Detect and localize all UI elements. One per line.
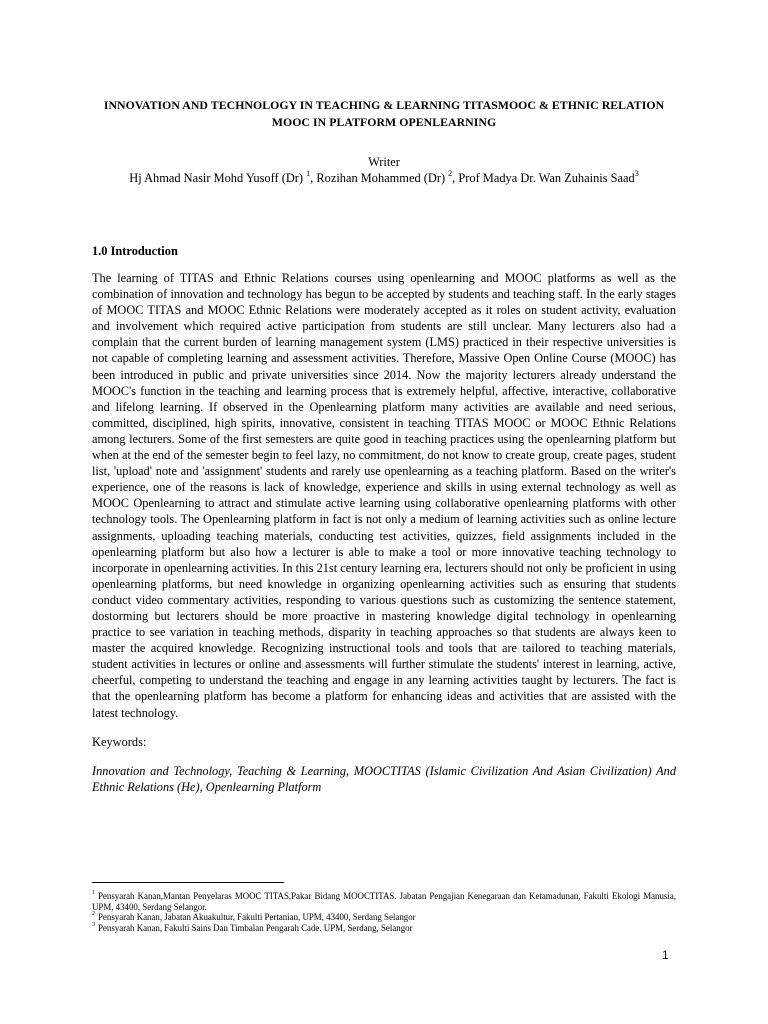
author-footnote-marker: 2 [448,168,453,178]
footnote-marker: 1 [92,890,95,897]
author-list [92,170,676,186]
footnote-divider [92,882,284,883]
section-heading: 1.0 Introduction [92,244,178,258]
author-name: Rozihan Mohammed (Dr) [316,171,449,185]
keywords-label: Keywords: [92,735,147,749]
footnote-text: Pensyarah Kanan, Jabatan Akuakultur, Fakulti Pertanian, UPM, 43400, Serdang Selangor [98,912,416,923]
footnote-item [92,923,676,934]
footnote-marker: 2 [92,911,95,918]
footnotes [92,891,676,933]
paper-title: INNOVATION AND TECHNOLOGY IN TEACHING & LEARNING TITASMOOC & ETHNIC RELATION MOOC IN PLATFORM OPENLEARNING [103,98,665,129]
footnote-text: Pensyarah Kanan,Mantan Penyelaras MOOC TITAS,Pakar Bidang MOOCTITAS. Jabatan Pengajian Kenegaraan dan Ketamadunan, Fakulti Ekologi Manusia, UPM, 43400, Serdang Selangor. [92,891,676,912]
footnote-item [92,891,676,912]
author-separator: , [310,171,317,185]
author-footnote-marker: 1 [306,168,311,178]
author-footnote-marker: 3 [634,168,639,178]
footnote-marker: 3 [92,921,95,928]
writer-label: Writer [368,155,400,169]
footnote-item [92,912,676,923]
author-name: Hj Ahmad Nasir Mohd Yusoff (Dr) [129,171,307,185]
author-name: Prof Madya Dr. Wan Zuhainis Saad [458,171,635,185]
page-number: 1 [662,948,669,962]
introduction-paragraph: The learning of TITAS and Ethnic Relations courses using openlearning and MOOC platforms as well as the combination of innovation and technology has begun to be accepted by students and teaching staff. In the early stages of MOOC TITAS and MOOC Ethnic Relations were moderately accepted as it roles on student activity, evaluation and involvement which required active participation from students are still unclear. Many lecturers also had a complain that the current burden of learning management system (LMS) practiced in their respective universities is not capable of completing learning and assessment activities. Therefore, Massive Open Online Course (MOOC) has been introduced in public and private universities since 2014. Now the majority lecturers already understand the MOOC's function in the teaching and learning process that is extremely helpful, affective, interactive, collaborative and lifelong learning. If observed in the Openlearning platform many activities are available and need serious, committed, disciplined, high spirits, innovative, consistent in teaching TITAS MOOC or MOOC Ethnic Relations among lecturers. Some of the first semesters are quite good in teaching practices using the openlearning platform but when at the end of the semester begin to feel lazy, no commitment, do not know to create group, create pages, student list, 'upload' note and 'assignment' students and rarely use openlearning as a teaching platform. Based on the writer's experience, one of the reasons is lack of knowledge, experience and skills in using external technology as well as MOOC Openlearning to attract and stimulate active learning using collaborative openlearning platforms with other technology tools. The Openlearning platform in fact is not only a medium of learning activities such as online lecture assignments, uploading teaching materials, conducting test activities, quizzes, field assignments included in the openlearning platform but also how a lecturer is able to make a tool or more innovative teaching technology to incorporate in openlearning activities. In this 21st century learning era, lecturers should not only be proficient in using openlearning platforms, but need knowledge in organizing openlearning activities such as ensuring that students conduct video commentary activities, responding to various questions such as customizing the sentence statement, dostorming but lecturers should be more proactive in mastering knowledge digital technology in openlearning practice to see variation in teaching methods, disparity in teaching approaches so that students are always keen to master the acquired knowledge. Recognizing instructional tools and tools that are tailored to teaching materials, student activities in lectures or online and assessments will further stimulate the students' interest in learning, active, cheerful, competing to understand the teaching and engage in any learning activities taught by lecturers. The fact is that the openlearning platform has become a platform for enhancing ideas and activities that are assisted with the latest technology. [92,271,676,720]
footnote-text: Pensyarah Kanan, Fakulti Sains Dan Timbalan Pengarah Cade. UPM, Serdang, Selangor [98,922,413,933]
author-separator: , [452,171,459,185]
keywords-list: Innovation and Technology, Teaching & Learning, MOOCTITAS (Islamic Civilization And Asian Civilization) And Ethnic Relations (He), Openlearning Platform [92,764,676,795]
